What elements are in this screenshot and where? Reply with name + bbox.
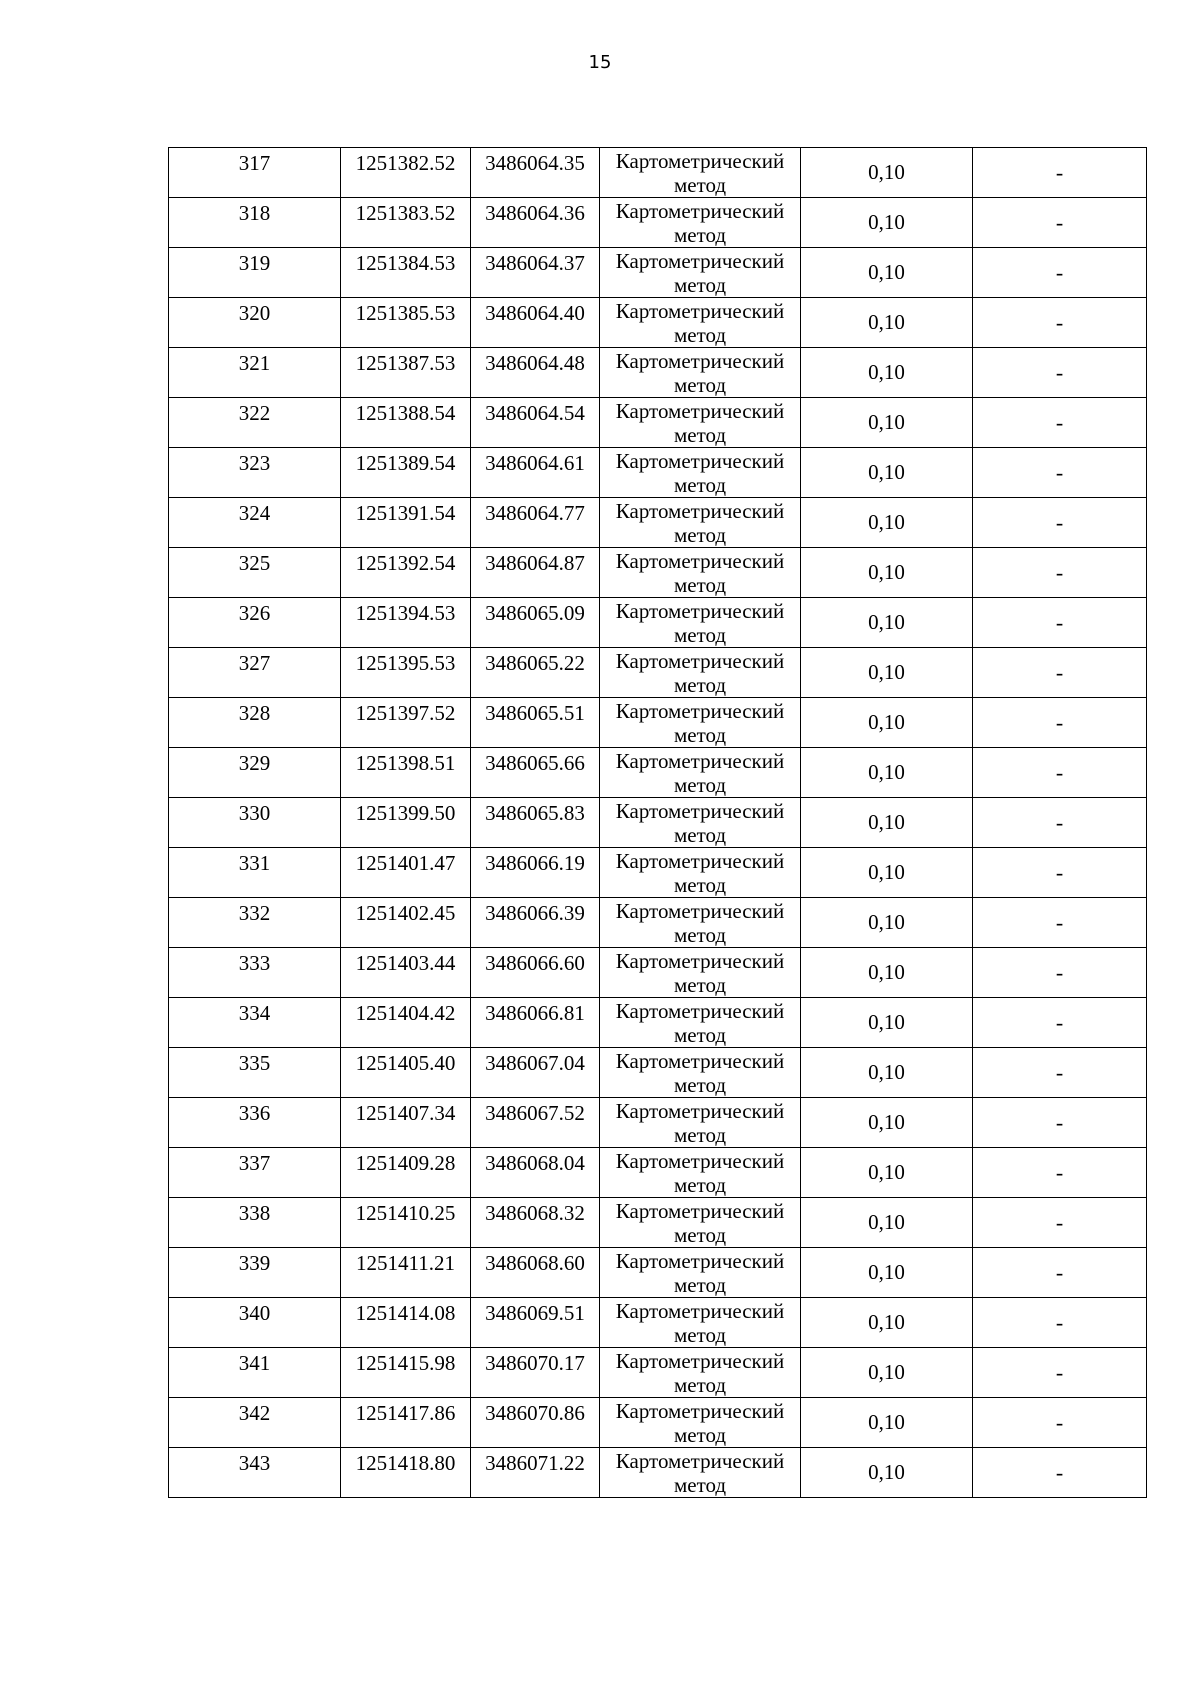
- table-row: [169, 198, 1147, 248]
- point-number-cell: 320: [169, 298, 341, 348]
- x-coordinate-cell: 1251399.50: [341, 798, 471, 848]
- description-cell: -: [973, 898, 1147, 948]
- method-label-line2: метод: [673, 623, 727, 647]
- point-number-cell: 328: [169, 698, 341, 748]
- description-cell: -: [973, 348, 1147, 398]
- method-label-line1: Картометрический: [615, 1099, 785, 1123]
- point-number-cell: 332: [169, 898, 341, 948]
- description-cell: -: [973, 1098, 1147, 1148]
- method-label-line2: метод: [673, 423, 727, 447]
- accuracy-cell: 0,10: [801, 698, 973, 748]
- accuracy-cell: 0,10: [801, 198, 973, 248]
- y-coordinate-cell: 3486064.40: [471, 298, 600, 348]
- y-coordinate-cell: 3486065.83: [471, 798, 600, 848]
- method-label-line1: Картометрический: [615, 949, 785, 973]
- point-number-cell: 321: [169, 348, 341, 398]
- table-row: [169, 798, 1147, 848]
- x-coordinate-cell: 1251405.40: [341, 1048, 471, 1098]
- accuracy-cell: 0,10: [801, 1248, 973, 1298]
- description-cell: -: [973, 148, 1147, 198]
- point-number-cell: 334: [169, 998, 341, 1048]
- table-row: [169, 898, 1147, 948]
- method-label-line1: Картометрический: [615, 1199, 785, 1223]
- y-coordinate-cell: 3486064.77: [471, 498, 600, 548]
- method-label-line2: метод: [673, 173, 727, 197]
- method-cell: [600, 1148, 801, 1198]
- x-coordinate-cell: 1251415.98: [341, 1348, 471, 1398]
- x-coordinate-cell: 1251418.80: [341, 1448, 471, 1498]
- method-label-line1: Картометрический: [615, 1249, 785, 1273]
- y-coordinate-cell: 3486065.66: [471, 748, 600, 798]
- method-cell: [600, 448, 801, 498]
- method-cell: [600, 1398, 801, 1448]
- table-row: [169, 498, 1147, 548]
- description-cell: -: [973, 298, 1147, 348]
- description-cell: -: [973, 248, 1147, 298]
- table-row: [169, 1048, 1147, 1098]
- table-row: [169, 1448, 1147, 1498]
- point-number-cell: 338: [169, 1198, 341, 1248]
- y-coordinate-cell: 3486064.87: [471, 548, 600, 598]
- description-cell: -: [973, 598, 1147, 648]
- point-number-cell: 340: [169, 1298, 341, 1348]
- table-row: [169, 1348, 1147, 1398]
- method-cell: [600, 398, 801, 448]
- method-label-line2: метод: [673, 823, 727, 847]
- y-coordinate-cell: 3486064.35: [471, 148, 600, 198]
- method-cell: [600, 248, 801, 298]
- point-number-cell: 342: [169, 1398, 341, 1448]
- accuracy-cell: 0,10: [801, 1048, 973, 1098]
- method-cell: [600, 748, 801, 798]
- description-cell: -: [973, 698, 1147, 748]
- y-coordinate-cell: 3486066.39: [471, 898, 600, 948]
- description-cell: -: [973, 1398, 1147, 1448]
- x-coordinate-cell: 1251391.54: [341, 498, 471, 548]
- point-number-cell: 318: [169, 198, 341, 248]
- accuracy-cell: 0,10: [801, 148, 973, 198]
- method-cell: [600, 848, 801, 898]
- method-cell: [600, 1248, 801, 1298]
- point-number-cell: 325: [169, 548, 341, 598]
- method-label-line1: Картометрический: [615, 849, 785, 873]
- method-label-line1: Картометрический: [615, 1299, 785, 1323]
- table-row: [169, 398, 1147, 448]
- x-coordinate-cell: 1251394.53: [341, 598, 471, 648]
- y-coordinate-cell: 3486064.48: [471, 348, 600, 398]
- method-label-line1: Картометрический: [615, 749, 785, 773]
- x-coordinate-cell: 1251397.52: [341, 698, 471, 748]
- table-body: [169, 148, 1147, 1498]
- table-row: [169, 648, 1147, 698]
- table-row: [169, 598, 1147, 648]
- x-coordinate-cell: 1251398.51: [341, 748, 471, 798]
- method-label-line2: метод: [673, 923, 727, 947]
- description-cell: -: [973, 448, 1147, 498]
- method-cell: [600, 648, 801, 698]
- method-label-line1: Картометрический: [615, 899, 785, 923]
- method-label-line2: метод: [673, 773, 727, 797]
- x-coordinate-cell: 1251403.44: [341, 948, 471, 998]
- method-label-line1: Картометрический: [615, 399, 785, 423]
- y-coordinate-cell: 3486066.60: [471, 948, 600, 998]
- description-cell: -: [973, 748, 1147, 798]
- method-cell: [600, 348, 801, 398]
- accuracy-cell: 0,10: [801, 848, 973, 898]
- y-coordinate-cell: 3486065.09: [471, 598, 600, 648]
- y-coordinate-cell: 3486067.52: [471, 1098, 600, 1148]
- x-coordinate-cell: 1251402.45: [341, 898, 471, 948]
- table-row: [169, 348, 1147, 398]
- description-cell: -: [973, 1048, 1147, 1098]
- point-number-cell: 322: [169, 398, 341, 448]
- table-row: [169, 1248, 1147, 1298]
- accuracy-cell: 0,10: [801, 498, 973, 548]
- point-number-cell: 333: [169, 948, 341, 998]
- x-coordinate-cell: 1251384.53: [341, 248, 471, 298]
- table-row: [169, 748, 1147, 798]
- point-number-cell: 341: [169, 1348, 341, 1398]
- method-cell: [600, 998, 801, 1048]
- x-coordinate-cell: 1251383.52: [341, 198, 471, 248]
- description-cell: -: [973, 998, 1147, 1048]
- point-number-cell: 326: [169, 598, 341, 648]
- y-coordinate-cell: 3486066.81: [471, 998, 600, 1048]
- y-coordinate-cell: 3486069.51: [471, 1298, 600, 1348]
- description-cell: -: [973, 848, 1147, 898]
- point-number-cell: 343: [169, 1448, 341, 1498]
- y-coordinate-cell: 3486070.17: [471, 1348, 600, 1398]
- accuracy-cell: 0,10: [801, 1398, 973, 1448]
- y-coordinate-cell: 3486064.61: [471, 448, 600, 498]
- table-row: [169, 1398, 1147, 1448]
- method-label-line2: метод: [673, 973, 727, 997]
- point-number-cell: 324: [169, 498, 341, 548]
- method-cell: [600, 898, 801, 948]
- method-label-line2: метод: [673, 1273, 727, 1297]
- x-coordinate-cell: 1251385.53: [341, 298, 471, 348]
- x-coordinate-cell: 1251401.47: [341, 848, 471, 898]
- method-label-line1: Картометрический: [615, 549, 785, 573]
- description-cell: -: [973, 498, 1147, 548]
- method-cell: [600, 1098, 801, 1148]
- y-coordinate-cell: 3486068.32: [471, 1198, 600, 1248]
- method-label-line2: метод: [673, 273, 727, 297]
- accuracy-cell: 0,10: [801, 1148, 973, 1198]
- method-cell: [600, 598, 801, 648]
- accuracy-cell: 0,10: [801, 348, 973, 398]
- method-label-line2: метод: [673, 573, 727, 597]
- coordinates-table: [168, 147, 1147, 1498]
- x-coordinate-cell: 1251414.08: [341, 1298, 471, 1348]
- method-label-line2: метод: [673, 223, 727, 247]
- y-coordinate-cell: 3486067.04: [471, 1048, 600, 1098]
- accuracy-cell: 0,10: [801, 1098, 973, 1148]
- point-number-cell: 331: [169, 848, 341, 898]
- method-cell: [600, 698, 801, 748]
- description-cell: -: [973, 1198, 1147, 1248]
- y-coordinate-cell: 3486070.86: [471, 1398, 600, 1448]
- point-number-cell: 319: [169, 248, 341, 298]
- accuracy-cell: 0,10: [801, 998, 973, 1048]
- method-label-line2: метод: [673, 1473, 727, 1497]
- x-coordinate-cell: 1251404.42: [341, 998, 471, 1048]
- page-number: 15: [588, 52, 612, 73]
- method-label-line1: Картометрический: [615, 199, 785, 223]
- table-row: [169, 1198, 1147, 1248]
- table-row: [169, 1098, 1147, 1148]
- table-row: [169, 998, 1147, 1048]
- method-label-line1: Картометрический: [615, 799, 785, 823]
- method-label-line1: Картометрический: [615, 499, 785, 523]
- description-cell: -: [973, 798, 1147, 848]
- accuracy-cell: 0,10: [801, 1348, 973, 1398]
- method-label-line2: метод: [673, 1023, 727, 1047]
- description-cell: -: [973, 548, 1147, 598]
- x-coordinate-cell: 1251417.86: [341, 1398, 471, 1448]
- description-cell: -: [973, 1448, 1147, 1498]
- method-cell: [600, 548, 801, 598]
- y-coordinate-cell: 3486068.60: [471, 1248, 600, 1298]
- y-coordinate-cell: 3486064.37: [471, 248, 600, 298]
- table-row: [169, 1148, 1147, 1198]
- method-label-line1: Картометрический: [615, 299, 785, 323]
- accuracy-cell: 0,10: [801, 248, 973, 298]
- method-label-line2: метод: [673, 673, 727, 697]
- method-label-line1: Картометрический: [615, 449, 785, 473]
- method-cell: [600, 1198, 801, 1248]
- accuracy-cell: 0,10: [801, 448, 973, 498]
- point-number-cell: 330: [169, 798, 341, 848]
- method-label-line2: метод: [673, 1173, 727, 1197]
- accuracy-cell: 0,10: [801, 898, 973, 948]
- method-label-line1: Картометрический: [615, 1149, 785, 1173]
- table-row: [169, 298, 1147, 348]
- method-label-line1: Картометрический: [615, 149, 785, 173]
- method-label-line2: метод: [673, 723, 727, 747]
- method-cell: [600, 1298, 801, 1348]
- method-label-line2: метод: [673, 1323, 727, 1347]
- table-row: [169, 548, 1147, 598]
- y-coordinate-cell: 3486064.54: [471, 398, 600, 448]
- accuracy-cell: 0,10: [801, 748, 973, 798]
- table-row: [169, 848, 1147, 898]
- method-label-line2: метод: [673, 323, 727, 347]
- accuracy-cell: 0,10: [801, 398, 973, 448]
- method-label-line1: Картометрический: [615, 699, 785, 723]
- method-cell: [600, 1348, 801, 1398]
- y-coordinate-cell: 3486071.22: [471, 1448, 600, 1498]
- method-cell: [600, 948, 801, 998]
- x-coordinate-cell: 1251388.54: [341, 398, 471, 448]
- point-number-cell: 329: [169, 748, 341, 798]
- method-label-line1: Картометрический: [615, 1349, 785, 1373]
- description-cell: -: [973, 1148, 1147, 1198]
- y-coordinate-cell: 3486064.36: [471, 198, 600, 248]
- description-cell: -: [973, 948, 1147, 998]
- x-coordinate-cell: 1251409.28: [341, 1148, 471, 1198]
- description-cell: -: [973, 648, 1147, 698]
- description-cell: -: [973, 198, 1147, 248]
- method-label-line2: метод: [673, 373, 727, 397]
- method-label-line2: метод: [673, 1123, 727, 1147]
- accuracy-cell: 0,10: [801, 648, 973, 698]
- y-coordinate-cell: 3486065.51: [471, 698, 600, 748]
- method-label-line1: Картометрический: [615, 999, 785, 1023]
- x-coordinate-cell: 1251410.25: [341, 1198, 471, 1248]
- method-cell: [600, 198, 801, 248]
- point-number-cell: 317: [169, 148, 341, 198]
- table-row: [169, 148, 1147, 198]
- table-row: [169, 248, 1147, 298]
- description-cell: -: [973, 1348, 1147, 1398]
- accuracy-cell: 0,10: [801, 948, 973, 998]
- method-label-line2: метод: [673, 473, 727, 497]
- y-coordinate-cell: 3486065.22: [471, 648, 600, 698]
- method-cell: [600, 298, 801, 348]
- method-label-line1: Картометрический: [615, 349, 785, 373]
- method-label-line2: метод: [673, 873, 727, 897]
- method-label-line1: Картометрический: [615, 649, 785, 673]
- x-coordinate-cell: 1251392.54: [341, 548, 471, 598]
- point-number-cell: 339: [169, 1248, 341, 1298]
- table-row: [169, 1298, 1147, 1348]
- accuracy-cell: 0,10: [801, 548, 973, 598]
- y-coordinate-cell: 3486068.04: [471, 1148, 600, 1198]
- x-coordinate-cell: 1251411.21: [341, 1248, 471, 1298]
- accuracy-cell: 0,10: [801, 298, 973, 348]
- accuracy-cell: 0,10: [801, 1298, 973, 1348]
- method-cell: [600, 1448, 801, 1498]
- accuracy-cell: 0,10: [801, 598, 973, 648]
- table-row: [169, 448, 1147, 498]
- table-row: [169, 698, 1147, 748]
- method-label-line2: метод: [673, 1073, 727, 1097]
- method-label-line2: метод: [673, 1223, 727, 1247]
- method-label-line2: метод: [673, 523, 727, 547]
- method-label-line1: Картометрический: [615, 1399, 785, 1423]
- point-number-cell: 337: [169, 1148, 341, 1198]
- method-cell: [600, 1048, 801, 1098]
- description-cell: -: [973, 1298, 1147, 1348]
- method-label-line1: Картометрический: [615, 599, 785, 623]
- description-cell: -: [973, 398, 1147, 448]
- method-cell: [600, 798, 801, 848]
- x-coordinate-cell: 1251389.54: [341, 448, 471, 498]
- x-coordinate-cell: 1251395.53: [341, 648, 471, 698]
- method-label-line1: Картометрический: [615, 1049, 785, 1073]
- method-cell: [600, 148, 801, 198]
- x-coordinate-cell: 1251387.53: [341, 348, 471, 398]
- x-coordinate-cell: 1251407.34: [341, 1098, 471, 1148]
- accuracy-cell: 0,10: [801, 1198, 973, 1248]
- point-number-cell: 336: [169, 1098, 341, 1148]
- y-coordinate-cell: 3486066.19: [471, 848, 600, 898]
- method-label-line1: Картометрический: [615, 249, 785, 273]
- x-coordinate-cell: 1251382.52: [341, 148, 471, 198]
- point-number-cell: 335: [169, 1048, 341, 1098]
- point-number-cell: 323: [169, 448, 341, 498]
- description-cell: -: [973, 1248, 1147, 1298]
- method-label-line2: метод: [673, 1373, 727, 1397]
- accuracy-cell: 0,10: [801, 1448, 973, 1498]
- table-row: [169, 948, 1147, 998]
- method-label-line2: метод: [673, 1423, 727, 1447]
- accuracy-cell: 0,10: [801, 798, 973, 848]
- method-cell: [600, 498, 801, 548]
- method-label-line1: Картометрический: [615, 1449, 785, 1473]
- point-number-cell: 327: [169, 648, 341, 698]
